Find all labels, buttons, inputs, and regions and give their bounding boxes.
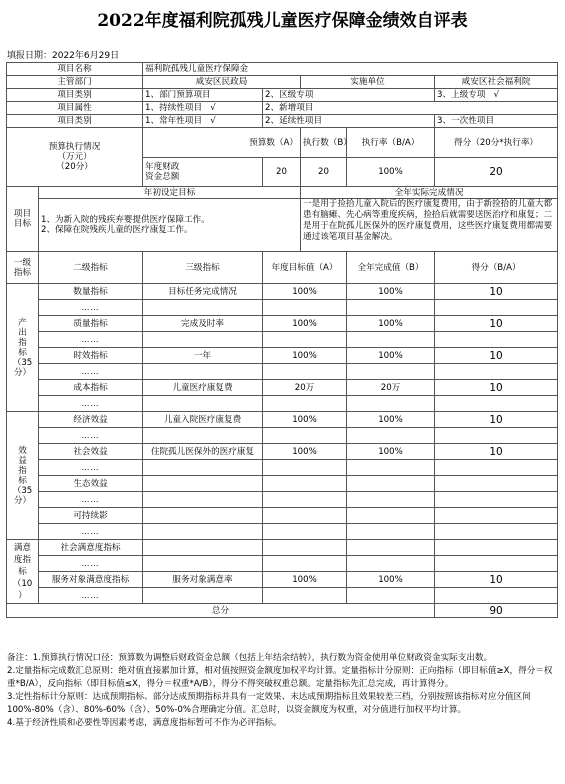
note-4: 4.基于经济性质和必要性等因素考虑，满意度指标暂可不作为必评指标。 xyxy=(7,718,282,728)
table-row-score: 10 xyxy=(435,348,558,364)
satisfaction-label-char: 度指 xyxy=(13,554,32,565)
table-row-target: 100% xyxy=(263,572,347,588)
type-option-3-label: 3、上级专项 xyxy=(437,90,486,100)
table-row-actual: 100% xyxy=(347,348,435,364)
budget-label-line-3: （20分） xyxy=(56,162,93,172)
page-title: 2022年度福利院孤残儿童医疗保障金绩效自评表 xyxy=(97,11,468,31)
effect-label-char: 指 xyxy=(18,465,27,476)
ellipsis-row: …… xyxy=(39,492,143,508)
annual-funds-label-line-1: 年度财政 xyxy=(145,162,180,172)
note-3: 3.定性指标计分原则：达成预期指标、部分达成预期指标并具有一定效果、未达成预期指标且效果较差三档，分别按照该指标对应分值区间100%-80%（含）、80%-60%（含）、50%-0%合理确定分值。汇总时，以资金额度为权重，对分值进行加权平均计算。 xyxy=(7,692,531,715)
output-label-char: 标 xyxy=(18,347,27,358)
cat-option-3: 3、一次性项目 xyxy=(435,115,558,128)
score-header: 得分（B/A） xyxy=(435,252,558,284)
goals-label-line-1: 项目 xyxy=(13,209,32,219)
table-row-score: 10 xyxy=(435,284,558,300)
satisfaction-indicator-label xyxy=(7,540,39,604)
ellipsis-row: …… xyxy=(39,460,143,476)
budget-label xyxy=(7,128,143,187)
table-row-l2: 经济效益 xyxy=(39,412,143,428)
effect-label-char: 益 xyxy=(18,455,27,466)
cat-option-1 xyxy=(143,115,263,128)
impl-value: 咸安区社会福利院 xyxy=(435,76,558,89)
table-row-actual: 100% xyxy=(347,444,435,460)
table-row-target: 20万 xyxy=(263,380,347,396)
level1-header xyxy=(7,252,39,284)
table-row-actual: 20万 xyxy=(347,380,435,396)
target-header: 年度目标值（A） xyxy=(263,252,347,284)
attr-label: 项目属性 xyxy=(7,102,143,115)
level3-header: 三级指标 xyxy=(143,252,263,284)
annual-funds-label-line-2: 资金总额 xyxy=(145,172,180,182)
ellipsis-row: …… xyxy=(39,524,143,540)
score-col-header: 得分（20分*执行率） xyxy=(435,128,558,158)
annual-funds-label xyxy=(143,158,263,187)
table-row-l3: 儿童入院医疗康复费 xyxy=(143,412,263,428)
ellipsis-row: …… xyxy=(39,588,143,604)
table-row-score: 10 xyxy=(435,444,558,460)
table-row-l2: 社会效益 xyxy=(39,444,143,460)
notes xyxy=(7,652,557,730)
goals-label xyxy=(7,187,39,252)
table-row-target: 100% xyxy=(263,444,347,460)
table-row-l2: 可持续影 xyxy=(39,508,143,524)
table-row-l2: 服务对象满意度指标 xyxy=(39,572,143,588)
goals-label-line-2: 目标 xyxy=(13,219,32,229)
effect-label-char: 标 xyxy=(18,475,27,486)
output-label-char: 出 xyxy=(18,327,27,338)
annual-goal-header: 年初设定目标 xyxy=(39,187,301,199)
table-row-target: 100% xyxy=(263,348,347,364)
table-row-target: 100% xyxy=(263,284,347,300)
note-1: 备注：1.预算执行情况口径：预算数为调整后财政资金总额（包括上年结余结转），执行数为资金使用单位财政资金实际支出数。 xyxy=(7,653,493,663)
table-row-target: 100% xyxy=(263,412,347,428)
ellipsis-row: …… xyxy=(39,332,143,348)
note-2: 2.定量指标完成数汇总原则：绝对值直接累加计算，相对值按照资金额度加权平均计算。定量指标计分原则：正向指标（即目标值≥X，得分＝权重*B/A），反向指标（即目标值≤X，得分＝权重*A/B），得分不得突破权重总额。定量指标先汇总完成，再计算得分。 xyxy=(7,666,553,689)
output-label-char: （35 xyxy=(12,357,33,368)
table-row-score: 10 xyxy=(435,572,558,588)
table-row-l2: 数量指标 xyxy=(39,284,143,300)
satisfaction-label-char: （10 xyxy=(12,578,33,589)
total-value: 90 xyxy=(435,604,558,618)
budget-label-line-2: （万元） xyxy=(57,152,92,162)
level2-header: 二级指标 xyxy=(39,252,143,284)
table-row-l2: 成本指标 xyxy=(39,380,143,396)
table-row-l3: 完成及时率 xyxy=(143,316,263,332)
table-row-l3: 儿童医疗康复费 xyxy=(143,380,263,396)
satisfaction-label-char: ） xyxy=(18,590,27,601)
type-label: 项目类别 xyxy=(7,89,143,102)
table-row-target: 100% xyxy=(263,316,347,332)
type-option-2: 2、区级专项 xyxy=(263,89,435,102)
type-option-3 xyxy=(435,89,558,102)
dept-label: 主管部门 xyxy=(7,76,143,89)
ellipsis-row: …… xyxy=(39,300,143,316)
effect-indicator-label xyxy=(7,412,39,540)
attr-option-1 xyxy=(143,102,263,115)
table-row-l3: 住院孤儿医保外的医疗康复 xyxy=(143,444,263,460)
check-mark-icon: √ xyxy=(210,116,216,126)
level1-header-line-1: 一级 xyxy=(13,257,32,268)
annual-goal-line-1: 1、为新入院的残疾弃婴提供医疗保障工作。 xyxy=(41,215,210,225)
total-label: 总分 xyxy=(7,604,435,618)
budget-value: 20 xyxy=(263,158,301,187)
impl-label: 实施单位 xyxy=(301,76,435,89)
satisfaction-label-char: 满意 xyxy=(13,542,32,553)
table-row-actual: 100% xyxy=(347,412,435,428)
table-row-actual: 100% xyxy=(347,284,435,300)
actual-completion-text: 一是用于捡拾儿童入院后的医疗康复费用，由于新捡拾的儿童大都患有脑瘫、先心病等重度疾病，捡拾后就需要送医治疗和康复；二是用于在院孤儿医保外的医疗康复费用，这些医疗康复费用都需要通过该笔项目基金解决。 xyxy=(301,199,558,252)
table-row-score: 10 xyxy=(435,380,558,396)
rate-col-header: 执行率（B/A） xyxy=(347,128,435,158)
evaluation-table xyxy=(6,62,558,618)
budget-label-line-1: 预算执行情况 xyxy=(48,142,101,152)
effect-label-char: （35 xyxy=(12,485,33,496)
check-mark-icon: √ xyxy=(493,90,500,100)
exec-col-header: 执行数（B） xyxy=(301,128,347,158)
table-row-l2: 生态效益 xyxy=(39,476,143,492)
annual-goal-line-2: 2、保障在院残疾儿童的医疗康复工作。 xyxy=(41,225,193,235)
cat-label: 项目类别 xyxy=(7,115,143,128)
score-value: 20 xyxy=(435,158,558,187)
attr-option-1-label: 1、持续性项目 xyxy=(145,103,203,113)
table-row-l3: 目标任务完成情况 xyxy=(143,284,263,300)
annual-goal-text xyxy=(39,199,301,252)
check-mark-icon: √ xyxy=(210,103,216,113)
project-name-label: 项目名称 xyxy=(7,63,143,76)
project-name-value: 福利院孤残儿童医疗保障金 xyxy=(143,63,558,76)
table-row-l3: 一年 xyxy=(143,348,263,364)
level1-header-line-2: 指标 xyxy=(13,267,32,278)
dept-value: 咸安区民政局 xyxy=(143,76,301,89)
ellipsis-row: …… xyxy=(39,556,143,572)
table-row-score: 10 xyxy=(435,412,558,428)
output-label-char: 产 xyxy=(18,317,27,328)
ellipsis-row: …… xyxy=(39,396,143,412)
effect-label-char: 分） xyxy=(13,495,32,506)
output-label-char: 分） xyxy=(13,367,32,378)
ellipsis-row: …… xyxy=(39,364,143,380)
budget-col-header: 预算数（A） xyxy=(143,128,301,158)
output-label-char: 指 xyxy=(18,337,27,348)
exec-value: 20 xyxy=(301,158,347,187)
cat-option-2: 2、延续性项目 xyxy=(263,115,435,128)
cat-option-1-label: 1、常年性项目 xyxy=(145,116,203,126)
table-row-actual: 100% xyxy=(347,572,435,588)
table-row-score: 10 xyxy=(435,316,558,332)
table-row-l2: 质量指标 xyxy=(39,316,143,332)
actual-completion-header: 全年实际完成情况 xyxy=(301,187,558,199)
table-row-l2: 时效指标 xyxy=(39,348,143,364)
output-indicator-label xyxy=(7,284,39,412)
rate-value: 100% xyxy=(347,158,435,187)
type-option-1: 1、部门预算项目 xyxy=(143,89,263,102)
table-row-actual: 100% xyxy=(347,316,435,332)
actual-header: 全年完成值（B） xyxy=(347,252,435,284)
ellipsis-row: …… xyxy=(39,428,143,444)
table-row-l3: 服务对象满意率 xyxy=(143,572,263,588)
table-row-l2: 社会满意度指标 xyxy=(39,540,143,556)
attr-option-2: 2、新增项目 xyxy=(263,102,558,115)
fill-date: 填报日期：2022年6月29日 xyxy=(7,51,120,61)
effect-label-char: 效 xyxy=(18,445,27,456)
satisfaction-label-char: 标 xyxy=(18,566,27,577)
